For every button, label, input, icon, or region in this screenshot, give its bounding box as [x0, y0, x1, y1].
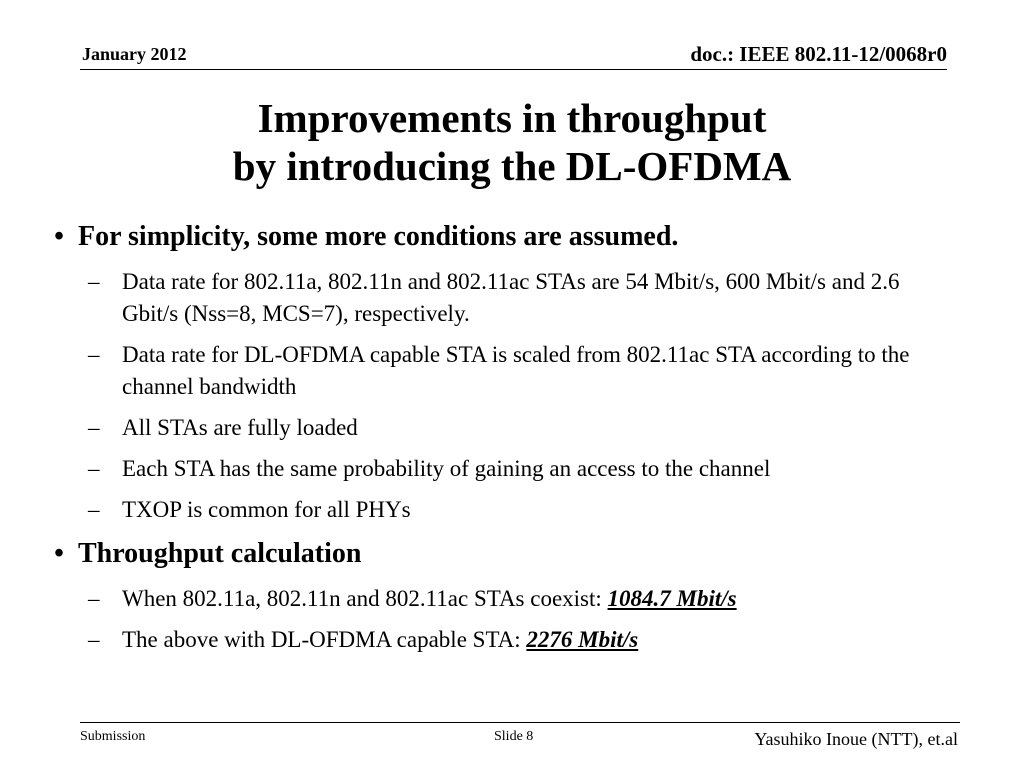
sub-bullet-text: Data rate for 802.11a, 802.11n and 802.11ac STAs are 54 Mbit/s, 600 Mbit/s and 2.6 Gbit/s (Nss=8, MCS=7), respectively.	[122, 269, 900, 326]
sub-bullet-text: Data rate for DL-OFDMA capable STA is scaled from 802.11ac STA according to the channel bandwidth	[122, 342, 910, 399]
bullet-text: For simplicity, some more conditions are assumed.	[78, 221, 679, 252]
coexist-label: When 802.11a, 802.11n and 802.11ac STAs coexist:	[122, 586, 608, 611]
header-date: January 2012	[82, 44, 187, 64]
dash-marker: –	[88, 342, 100, 367]
footer-author: Yasuhiko Inoue (NTT), et.al	[754, 729, 958, 749]
footer-slide-number: Slide 8	[494, 729, 534, 744]
sub-bullet-text	[122, 624, 950, 656]
slide-title-line-1: Improvements in throughput	[257, 95, 767, 141]
ofdma-label: The above with DL-OFDMA capable STA:	[122, 627, 527, 652]
bullet-text: Throughput calculation	[78, 538, 362, 569]
bullet-throughput	[40, 535, 950, 573]
sub-bullet-text	[122, 583, 950, 615]
sub-bullet-fully-loaded	[88, 412, 950, 444]
header-doc-id: doc.: IEEE 802.11-12/0068r0	[690, 42, 947, 66]
dash-marker: –	[88, 415, 100, 440]
footer-divider	[80, 722, 960, 723]
slide-title-line-2: by introducing the DL-OFDMA	[232, 143, 792, 189]
coexist-throughput-value: 1084.7 Mbit/s	[607, 586, 737, 611]
sub-bullet-ofdma-throughput	[88, 624, 950, 656]
dash-marker: –	[88, 497, 100, 522]
slide-title	[0, 94, 1024, 190]
sub-bullet-text: TXOP is common for all PHYs	[122, 497, 411, 522]
footer-submission: Submission	[80, 729, 146, 744]
sub-bullet-text: Each STA has the same probability of gaining an access to the channel	[122, 456, 771, 481]
dash-marker: –	[88, 586, 100, 611]
dash-marker: –	[88, 627, 100, 652]
dash-marker: –	[88, 269, 100, 294]
sub-bullet-dl-ofdma-rate	[88, 339, 950, 403]
ofdma-throughput-value: 2276 Mbit/s	[526, 627, 639, 652]
bullet-conditions	[40, 218, 950, 256]
slide-content	[40, 218, 950, 665]
bullet-marker: •	[54, 538, 64, 569]
bullet-marker: •	[54, 221, 64, 252]
sub-bullet-text: All STAs are fully loaded	[122, 415, 358, 440]
sub-bullet-coexist-throughput	[88, 583, 950, 615]
sub-bullet-txop	[88, 494, 950, 526]
dash-marker: –	[88, 456, 100, 481]
sub-bullet-data-rate	[88, 266, 950, 330]
header-divider	[80, 69, 947, 70]
sub-bullet-same-probability	[88, 453, 950, 485]
